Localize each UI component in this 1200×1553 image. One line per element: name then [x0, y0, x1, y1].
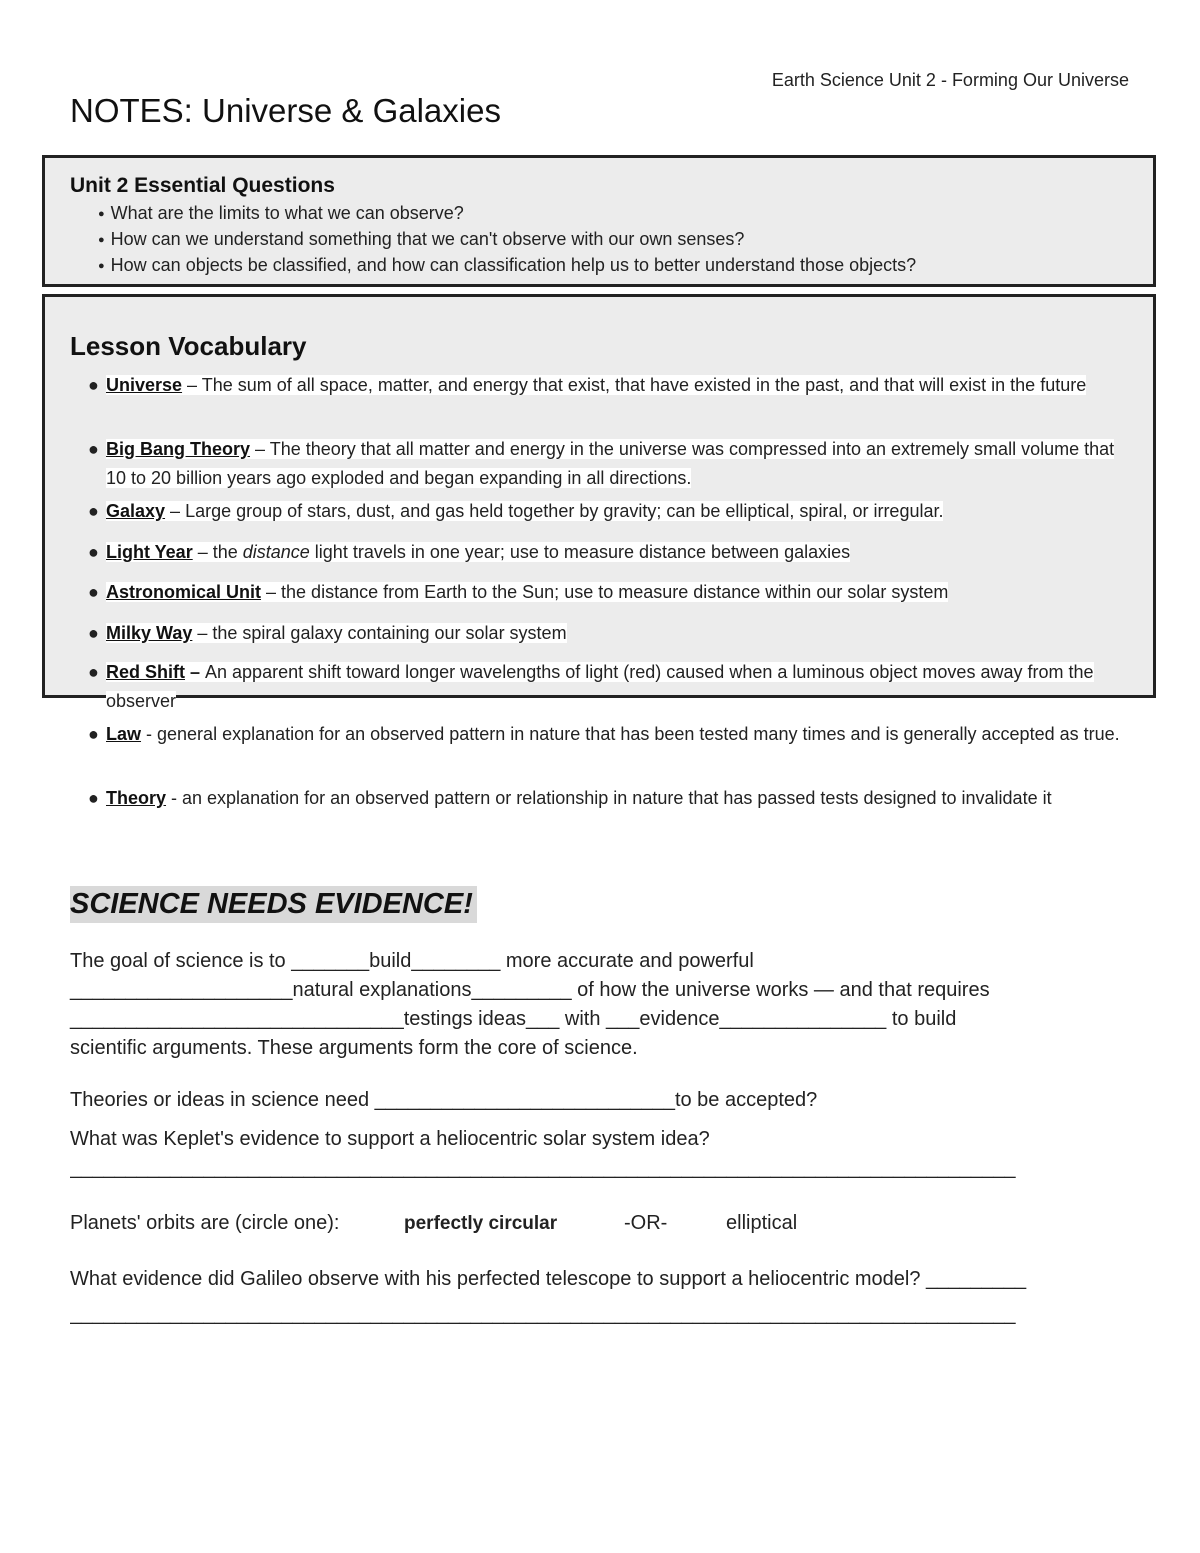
vocab-definition: the spiral galaxy containing our solar system	[212, 623, 567, 643]
kepler-question: What was Keplet's evidence to support a heliocentric solar system idea?	[70, 1128, 710, 1150]
vocab-definition: an explanation for an observed pattern or relationship in nature that has passed tests designed to invalidate it	[182, 788, 1052, 808]
vocab-item-law: ● Law - general explanation for an observed pattern in nature that has been tested many times and is generally accepted as true.	[88, 720, 1128, 749]
orbits-or: -OR-	[624, 1212, 668, 1234]
essential-questions-title: Unit 2 Essential Questions	[70, 174, 335, 197]
list-item: ● How can objects be classified, and how can classification help us to better understand those objects?	[98, 254, 916, 280]
bullet-icon: ●	[88, 788, 99, 808]
list-item: ● What are the limits to what we can observe?	[98, 202, 916, 228]
course-label: Earth Science Unit 2 - Forming Our Universe	[771, 70, 1129, 90]
goal-line-1: The goal of science is to _______build________ more accurate and powerful	[70, 950, 754, 972]
vocabulary-title: Lesson Vocabulary	[70, 331, 307, 361]
vocab-item-universe: ● Universe – The sum of all space, matter, and energy that exist, that have existed in the past, and that will exist in the future	[88, 371, 1128, 400]
bullet-icon: ●	[88, 623, 99, 643]
vocab-term: Big Bang Theory	[106, 439, 251, 459]
bullet-icon: ●	[88, 662, 99, 682]
vocab-definition: Large group of stars, dust, and gas held together by gravity; can be elliptical, spiral, or irregular.	[185, 501, 944, 521]
vocab-term: Red Shift	[106, 662, 185, 682]
galileo-answer-blank[interactable]: _____________________________________________________________________________________	[70, 1303, 1016, 1325]
vocab-term: Light Year	[106, 542, 193, 562]
vocab-term: Galaxy	[106, 501, 166, 521]
bullet-icon: ●	[88, 375, 99, 395]
vocab-definition: general explanation for an observed pattern in nature that has been tested many times and is generally accepted as true.	[157, 724, 1120, 744]
section-heading: SCIENCE NEEDS EVIDENCE!	[70, 886, 477, 923]
vocab-term: Milky Way	[106, 623, 193, 643]
list-item: ● How can we understand something that we can't observe with our own senses?	[98, 228, 916, 254]
kepler-answer-blank[interactable]: _____________________________________________________________________________________	[70, 1157, 1016, 1179]
galileo-question: What evidence did Galileo observe with his perfected telescope to support a heliocentric model? _________	[70, 1268, 1027, 1290]
vocab-term: Law	[106, 724, 142, 744]
vocab-term: Theory	[106, 788, 167, 808]
bullet-icon: ●	[88, 724, 99, 744]
goal-line-3: ______________________________testings ideas___ with ___evidence_______________ to build	[70, 1008, 957, 1030]
vocab-definition: The theory that all matter and energy in the universe was compressed into an extremely small volume that 10 to 20 billion years ago exploded and began expanding in all directions.	[106, 439, 1115, 488]
vocab-item-astronomical-unit: ● Astronomical Unit – the distance from Earth to the Sun; use to measure distance within our solar system	[88, 578, 1128, 607]
essential-questions-list	[98, 202, 916, 280]
orbits-option-circular[interactable]: perfectly circular	[404, 1213, 558, 1234]
orbits-question	[70, 1209, 1130, 1238]
vocab-term: Universe	[106, 375, 183, 395]
vocab-item-galaxy: ● Galaxy – Large group of stars, dust, and gas held together by gravity; can be elliptical, spiral, or irregular.	[88, 497, 1128, 526]
theories-question: Theories or ideas in science need ___________________________to be accepted?	[70, 1089, 818, 1111]
orbits-label: Planets' orbits are (circle one):	[70, 1212, 340, 1234]
orbits-option-elliptical[interactable]: elliptical	[726, 1212, 798, 1234]
emphasis-text: distance	[242, 542, 310, 562]
vocab-definition: An apparent shift toward longer wavelengths of light (red) caused when a luminous object moves away from the observer	[106, 662, 1094, 711]
bullet-icon: ●	[88, 542, 99, 562]
vocab-definition: the distance from Earth to the Sun; use to measure distance within our solar system	[281, 582, 949, 602]
vocab-term: Astronomical Unit	[106, 582, 262, 602]
vocab-definition: The sum of all space, matter, and energy that exist, that have existed in the past, and that will exist in the future	[201, 375, 1087, 395]
vocab-item-red-shift: ● Red Shift – An apparent shift toward longer wavelengths of light (red) caused when a luminous object moves away from the observer	[88, 658, 1128, 716]
vocab-item-milky-way: ● Milky Way – the spiral galaxy containing our solar system	[88, 619, 1128, 648]
vocab-item-theory: ● Theory - an explanation for an observed pattern or relationship in nature that has passed tests designed to invalidate it	[88, 784, 1128, 813]
vocab-item-big-bang-theory: ● Big Bang Theory – The theory that all matter and energy in the universe was compressed into an extremely small volume that 10 to 20 billion years ago exploded and began expanding in all directions.	[88, 435, 1128, 493]
goal-line-2: ____________________natural explanations_________ of how the universe works — and that requires	[70, 979, 990, 1001]
bullet-icon: ●	[88, 582, 99, 602]
page-title: NOTES: Universe & Galaxies	[70, 92, 501, 129]
bullet-icon: ●	[88, 439, 99, 459]
bullet-icon: ●	[88, 501, 99, 521]
goal-line-4: scientific arguments. These arguments form the core of science.	[70, 1037, 638, 1059]
vocab-item-light-year: ● Light Year – the distance light travels in one year; use to measure distance between galaxies	[88, 538, 1128, 567]
